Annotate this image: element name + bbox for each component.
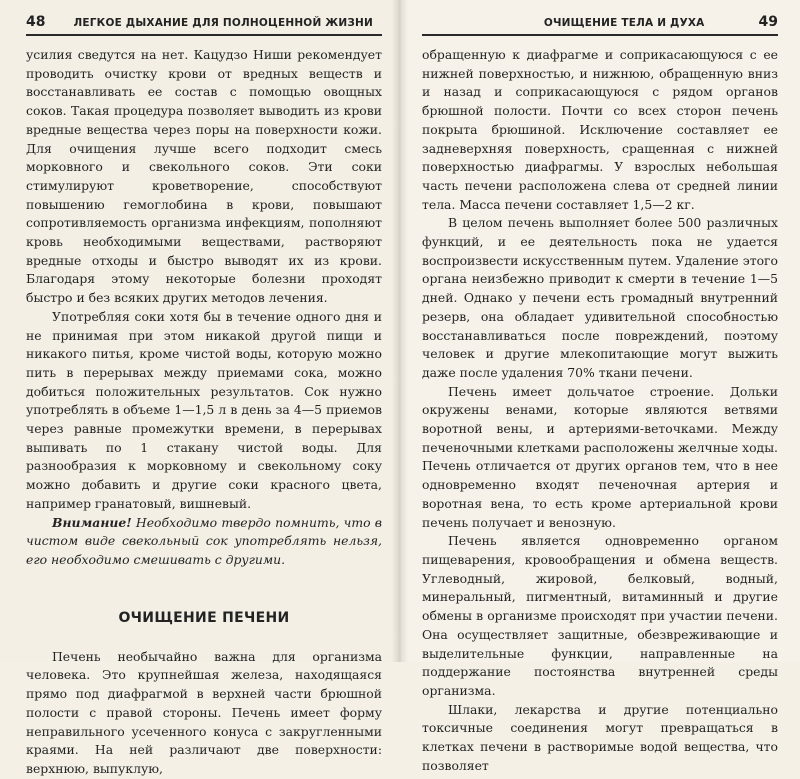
right-page-number: 49	[758, 14, 778, 30]
paragraph: усилия сведутся на нет. Кацудзо Ниши рекомендует проводить очистку крови от вредных веществ и восстанавливать ее состав с помощью овощных соков. Такая процедура позволяет выводить из крови вредные вещества через поры на поверхности кожи. Для очищения лучше всего подходит смесь морковного и свекольного соков. Эти соки стимулируют кроветворение, способствуют повышению гемоглобина в крови, повышают сопротивляемость организма инфекциям, пополняют кровь необходимыми веществами, растворяют вредные отходы и быстро выводят их из крови. Благодаря этому некоторые болезни проходят быстро и без всяких других методов лечения.	[26, 47, 382, 306]
paragraph: Печень имеет дольчатое строение. Дольки окружены венами, которые являются ветвями воротной вены, и артериями-веточками. Между печеночными клетками расположены желчные ходы. Печень отличается от других органов тем, что в нее одновременно входят печеночная артерия и воротная вена, то есть кроме артериальной крови печень получает и венозную.	[422, 383, 778, 530]
right-running-title: ОЧИЩЕНИЕ ТЕЛА И ДУХА	[543, 17, 705, 29]
left-page	[0, 0, 400, 776]
left-running-header	[26, 14, 382, 36]
right-page-text	[422, 46, 778, 775]
right-page	[400, 0, 800, 773]
paragraph: В целом печень выполняет более 500 различных функций, и ее деятельность пока не удается воспроизвести искусственным путем. Удаление этого органа неизбежно приводит к смерти в течение 1—5 дней. Однако у печени есть громадный внутренний резерв, она обладает удивительной способностью восстанавливаться после повреждений, поэтому человек и другие млекопитающие могут выжить даже после удаления 70% ткани печени.	[422, 215, 778, 380]
paragraph: Печень является одновременно органом пищеварения, кровообращения и обмена веществ. Углеводный, жировой, белковый, водный, минеральный, пигментный, витаминный и другие обмены в организме происходят при участии печени. Она осуществляет защитные, обезвреживающие и выделительные функции, направленные на поддержание постоянства внутренней среды организма.	[422, 533, 778, 698]
book-gutter-shadow	[392, 0, 408, 662]
left-page-number: 48	[26, 14, 46, 30]
right-running-header	[422, 14, 778, 36]
left-page-text	[26, 46, 382, 779]
paragraph: Употребляя соки хотя бы в течение одного дня и не принимая при этом никакой другой пищи и никакого питья, кроме чистой воды, которую можно пить в перерывах между приемами сока, можно добиться положительных результатов. Сок нужно употреблять в объеме 1—1,5 л в день за 4—5 приемов через равные промежутки времени, в перерывах выпивать по 1 стакану чистой воды. Для разнообразия к морковному и свекольному соку можно добавить и другие соки красного цвета, например гранатовый, вишневый.	[26, 308, 382, 511]
paragraph: Печень необычайно важна для организма человека. Это крупнейшая железа, находящаяся прямо под диафрагмой в верхней части брюшной полости с правой стороны. Печень имеет форму неправильного усеченного конуса с закругленными краями. На ней различают две поверхности: верхнюю, выпуклую,	[26, 648, 382, 776]
warning-note	[26, 514, 382, 570]
warning-text: Необходимо твердо помнить, что в чистом виде свекольный сок употреблять нельзя, его необходимо смешивать с другими.	[26, 514, 382, 567]
warning-label: Внимание!	[52, 514, 132, 530]
paragraph: Шлаки, лекарства и другие потенциально токсичные соединения могут превращаться в клетках печени в растворимые водой вещества, что позволяет	[422, 701, 778, 773]
left-running-title: ЛЕГКОЕ ДЫХАНИЕ ДЛЯ ПОЛНОЦЕННОЙ ЖИЗНИ	[73, 17, 373, 29]
section-title: ОЧИЩЕНИЕ ПЕЧЕНИ	[118, 609, 290, 626]
paragraph: обращенную к диафрагме и соприкасающуюся с ее нижней поверхностью, и нижнюю, обращенную вниз и назад и соприкасающуюся с рядом органов брюшной полости. Почти со всех сторон печень покрыта брюшиной. Исключение составляет ее задневерхняя поверхность, сращенная с нижней поверхностью диафрагмы. У взрослых небольшая часть печени расположена слева от средней линии тела. Масса печени составляет 1,5—2 кг.	[422, 47, 778, 212]
